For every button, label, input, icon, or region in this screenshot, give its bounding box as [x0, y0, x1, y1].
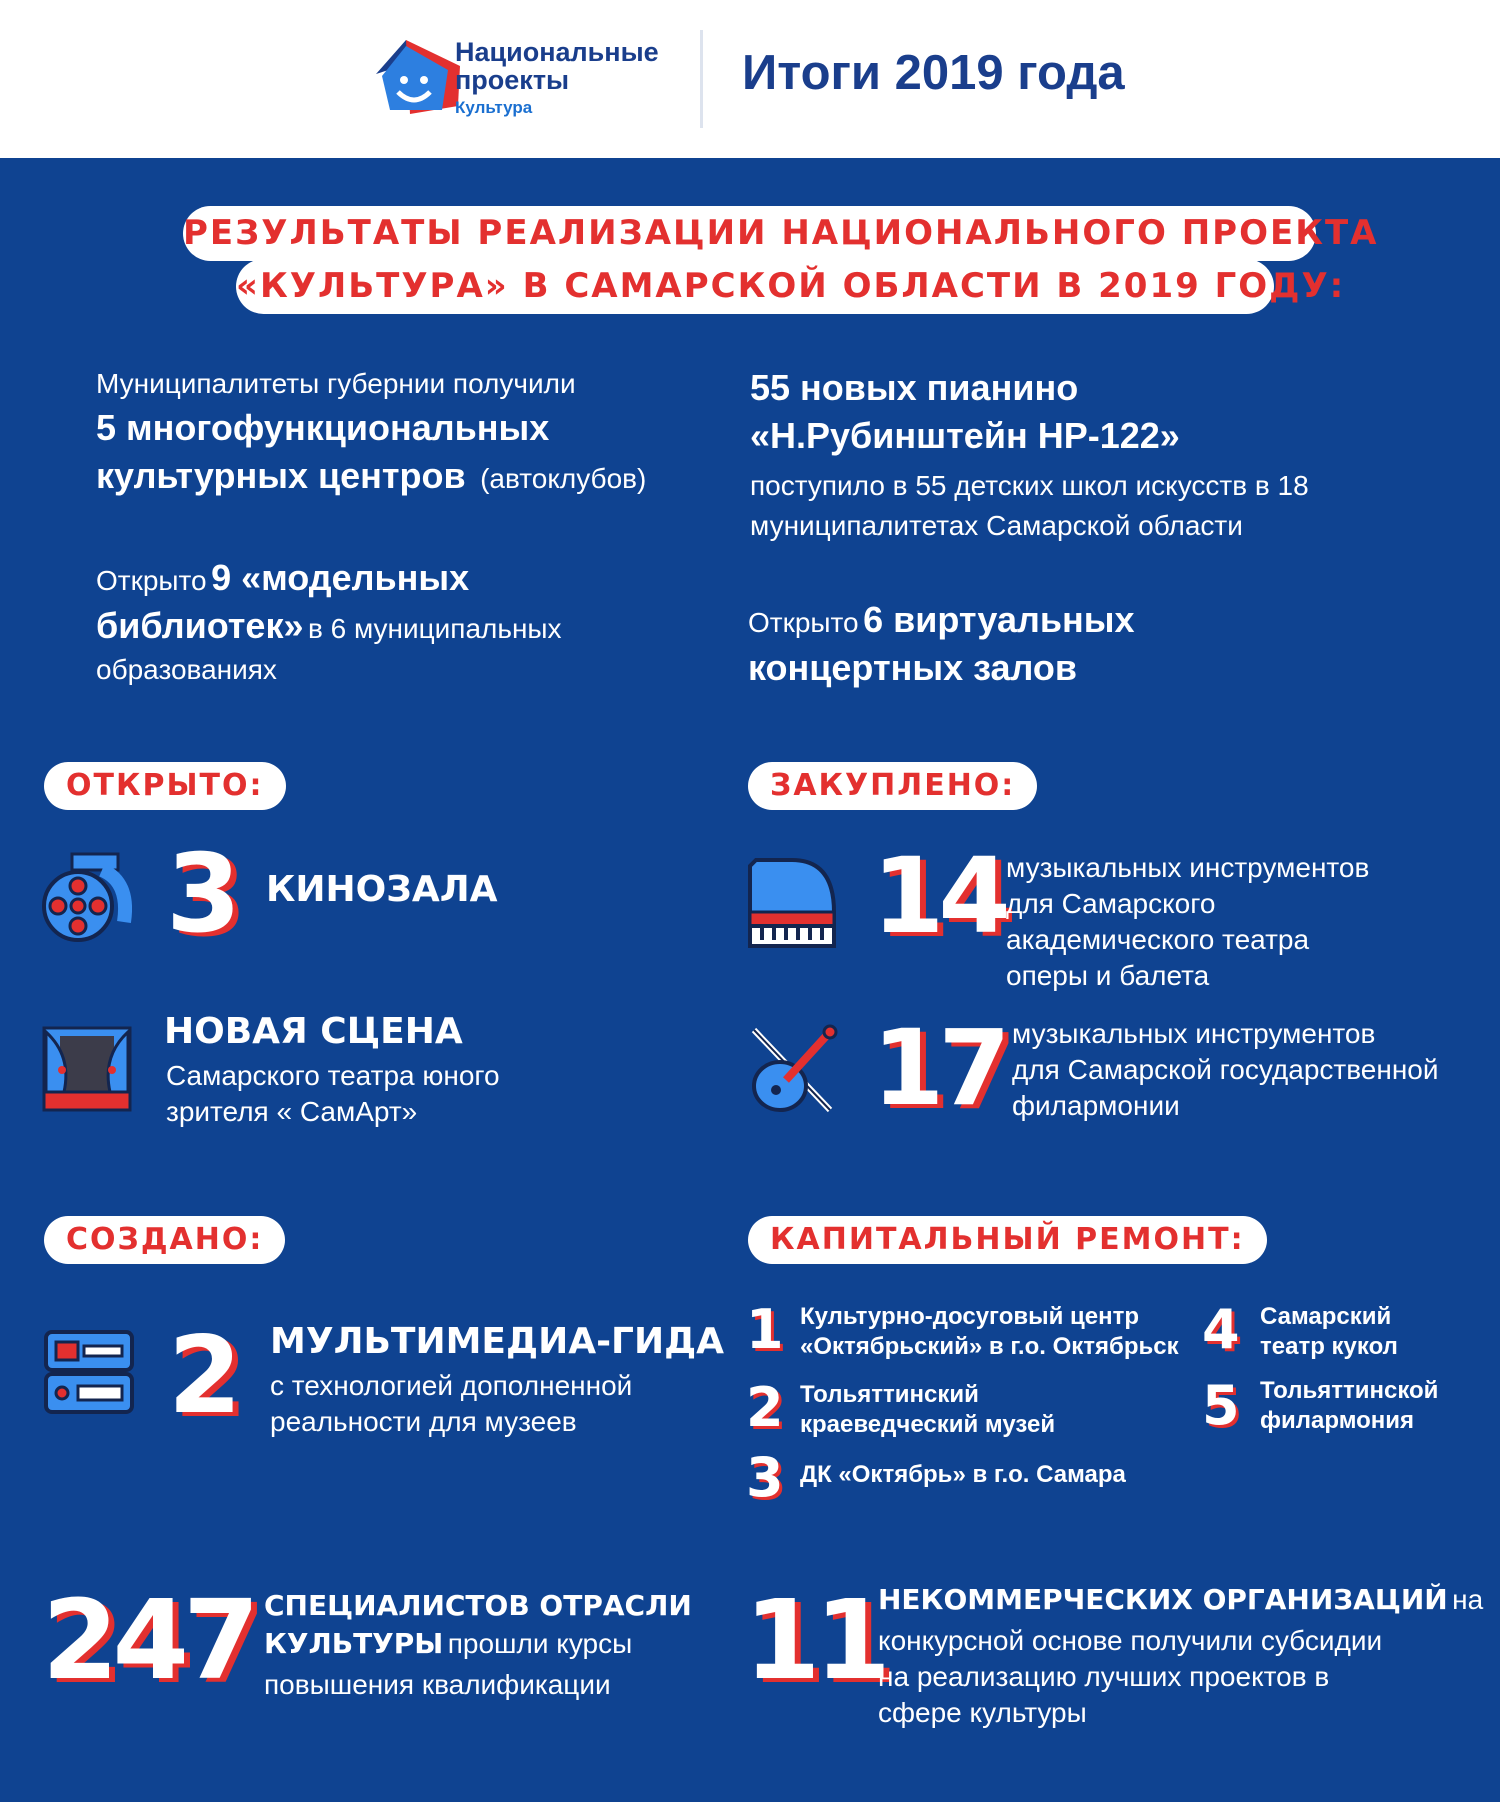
national-projects-logo: [368, 36, 468, 118]
banner-line-1: РЕЗУЛЬТАТЫ РЕАЛИЗАЦИИ НАЦИОНАЛЬНОГО ПРОЕКТА: [183, 206, 1316, 261]
specialists-text: СПЕЦИАЛИСТОВ ОТРАСЛИ КУЛЬТУРЫ прошли курсы повышения квалификации: [264, 1589, 692, 1700]
centers-intro: Муниципалитеты губернии получили: [96, 368, 576, 399]
repair-number-4: 4: [1202, 1298, 1240, 1361]
section-purchased: ЗАКУПЛЕНО:: [748, 762, 1037, 810]
new-stage-line-2: зрителя « СамАрт»: [166, 1096, 418, 1127]
repair-number-1: 1: [746, 1298, 784, 1361]
libraries-line-1: Открыто 9 «модельных: [96, 557, 470, 598]
centers-line-2: культурных центров (автоклубов): [96, 455, 647, 496]
ngo-count: 11: [744, 1576, 886, 1704]
new-stage-title: НОВАЯ СЦЕНА: [164, 1011, 463, 1052]
halls-line-1: Открыто 6 виртуальных: [748, 599, 1135, 640]
section-repair: КАПИТАЛЬНЫЙ РЕМОНТ:: [748, 1216, 1267, 1264]
header-divider: [700, 30, 703, 128]
cinema-count: 3: [166, 832, 236, 957]
violin-icon: [746, 1024, 838, 1118]
grand-piano-icon: [746, 856, 838, 952]
repair-item-3: ДК «Октябрь» в г.о. Самара: [800, 1461, 1126, 1488]
header: [0, 0, 1500, 158]
multimedia-guides-text: с технологией дополненной реальности для музеев: [270, 1370, 633, 1437]
multimedia-device-icon: [44, 1330, 134, 1414]
banner-line-2: «КУЛЬТУРА» В САМАРСКОЙ ОБЛАСТИ В 2019 ГОДУ:: [236, 259, 1274, 314]
pianos-title-2: «Н.Рубинштейн HP-122»: [750, 415, 1180, 456]
multimedia-guides-title: МУЛЬТИМЕДИА-ГИДА: [270, 1321, 725, 1362]
multimedia-guides-count: 2: [168, 1314, 236, 1437]
opera-instruments-count: 14: [872, 835, 1005, 957]
ngo-text: НЕКОММЕРЧЕСКИХ ОРГАНИЗАЦИЙ на конкурсной основе получили субсидии на реализацию лучших проектов в сфере культуры: [878, 1583, 1484, 1728]
libraries-line-3: образованиях: [96, 654, 277, 685]
repair-item-4: Самарский театр кукол: [1260, 1303, 1398, 1360]
libraries-line-2: библиотек» в 6 муниципальных: [96, 605, 562, 646]
philharmonic-instruments-count: 17: [872, 1007, 1005, 1129]
film-reel-icon: [40, 852, 132, 944]
pianos-line-1: поступило в 55 детских школ искусств в 18: [750, 470, 1309, 501]
page-title: Итоги 2019 года: [742, 46, 1125, 100]
repair-item-1: Культурно-досуговый центр «Октябрьский» в г.о. Октябрьск: [800, 1303, 1179, 1360]
theater-stage-icon: [42, 1026, 132, 1114]
repair-number-2: 2: [746, 1376, 784, 1439]
opera-instruments-text: музыкальных инструментов для Самарского академического театра оперы и балета: [1006, 852, 1370, 991]
pianos-line-2: муниципалитетах Самарской области: [750, 510, 1243, 541]
repair-item-5: Тольяттинской филармония: [1260, 1377, 1439, 1434]
section-opened: ОТКРЫТО:: [44, 762, 286, 810]
logo-title: Национальные проекты: [455, 37, 659, 95]
section-created: СОЗДАНО:: [44, 1216, 285, 1264]
philharmonic-instruments-text: музыкальных инструментов для Самарской государственной филармонии: [1012, 1018, 1439, 1121]
repair-item-2: Тольяттинский краеведческий музей: [800, 1381, 1056, 1438]
cinema-label: КИНОЗАЛА: [266, 869, 498, 910]
repair-number-5: 5: [1202, 1374, 1240, 1437]
new-stage-line-1: Самарского театра юного: [166, 1060, 500, 1091]
logo-subtitle: Культура: [455, 98, 533, 117]
halls-line-2: концертных залов: [748, 647, 1078, 688]
specialists-count: 247: [42, 1576, 254, 1704]
centers-title-1: 5 многофункциональных: [96, 407, 550, 448]
pianos-title-1: 55 новых пианино: [750, 367, 1079, 408]
repair-number-3: 3: [746, 1446, 784, 1509]
